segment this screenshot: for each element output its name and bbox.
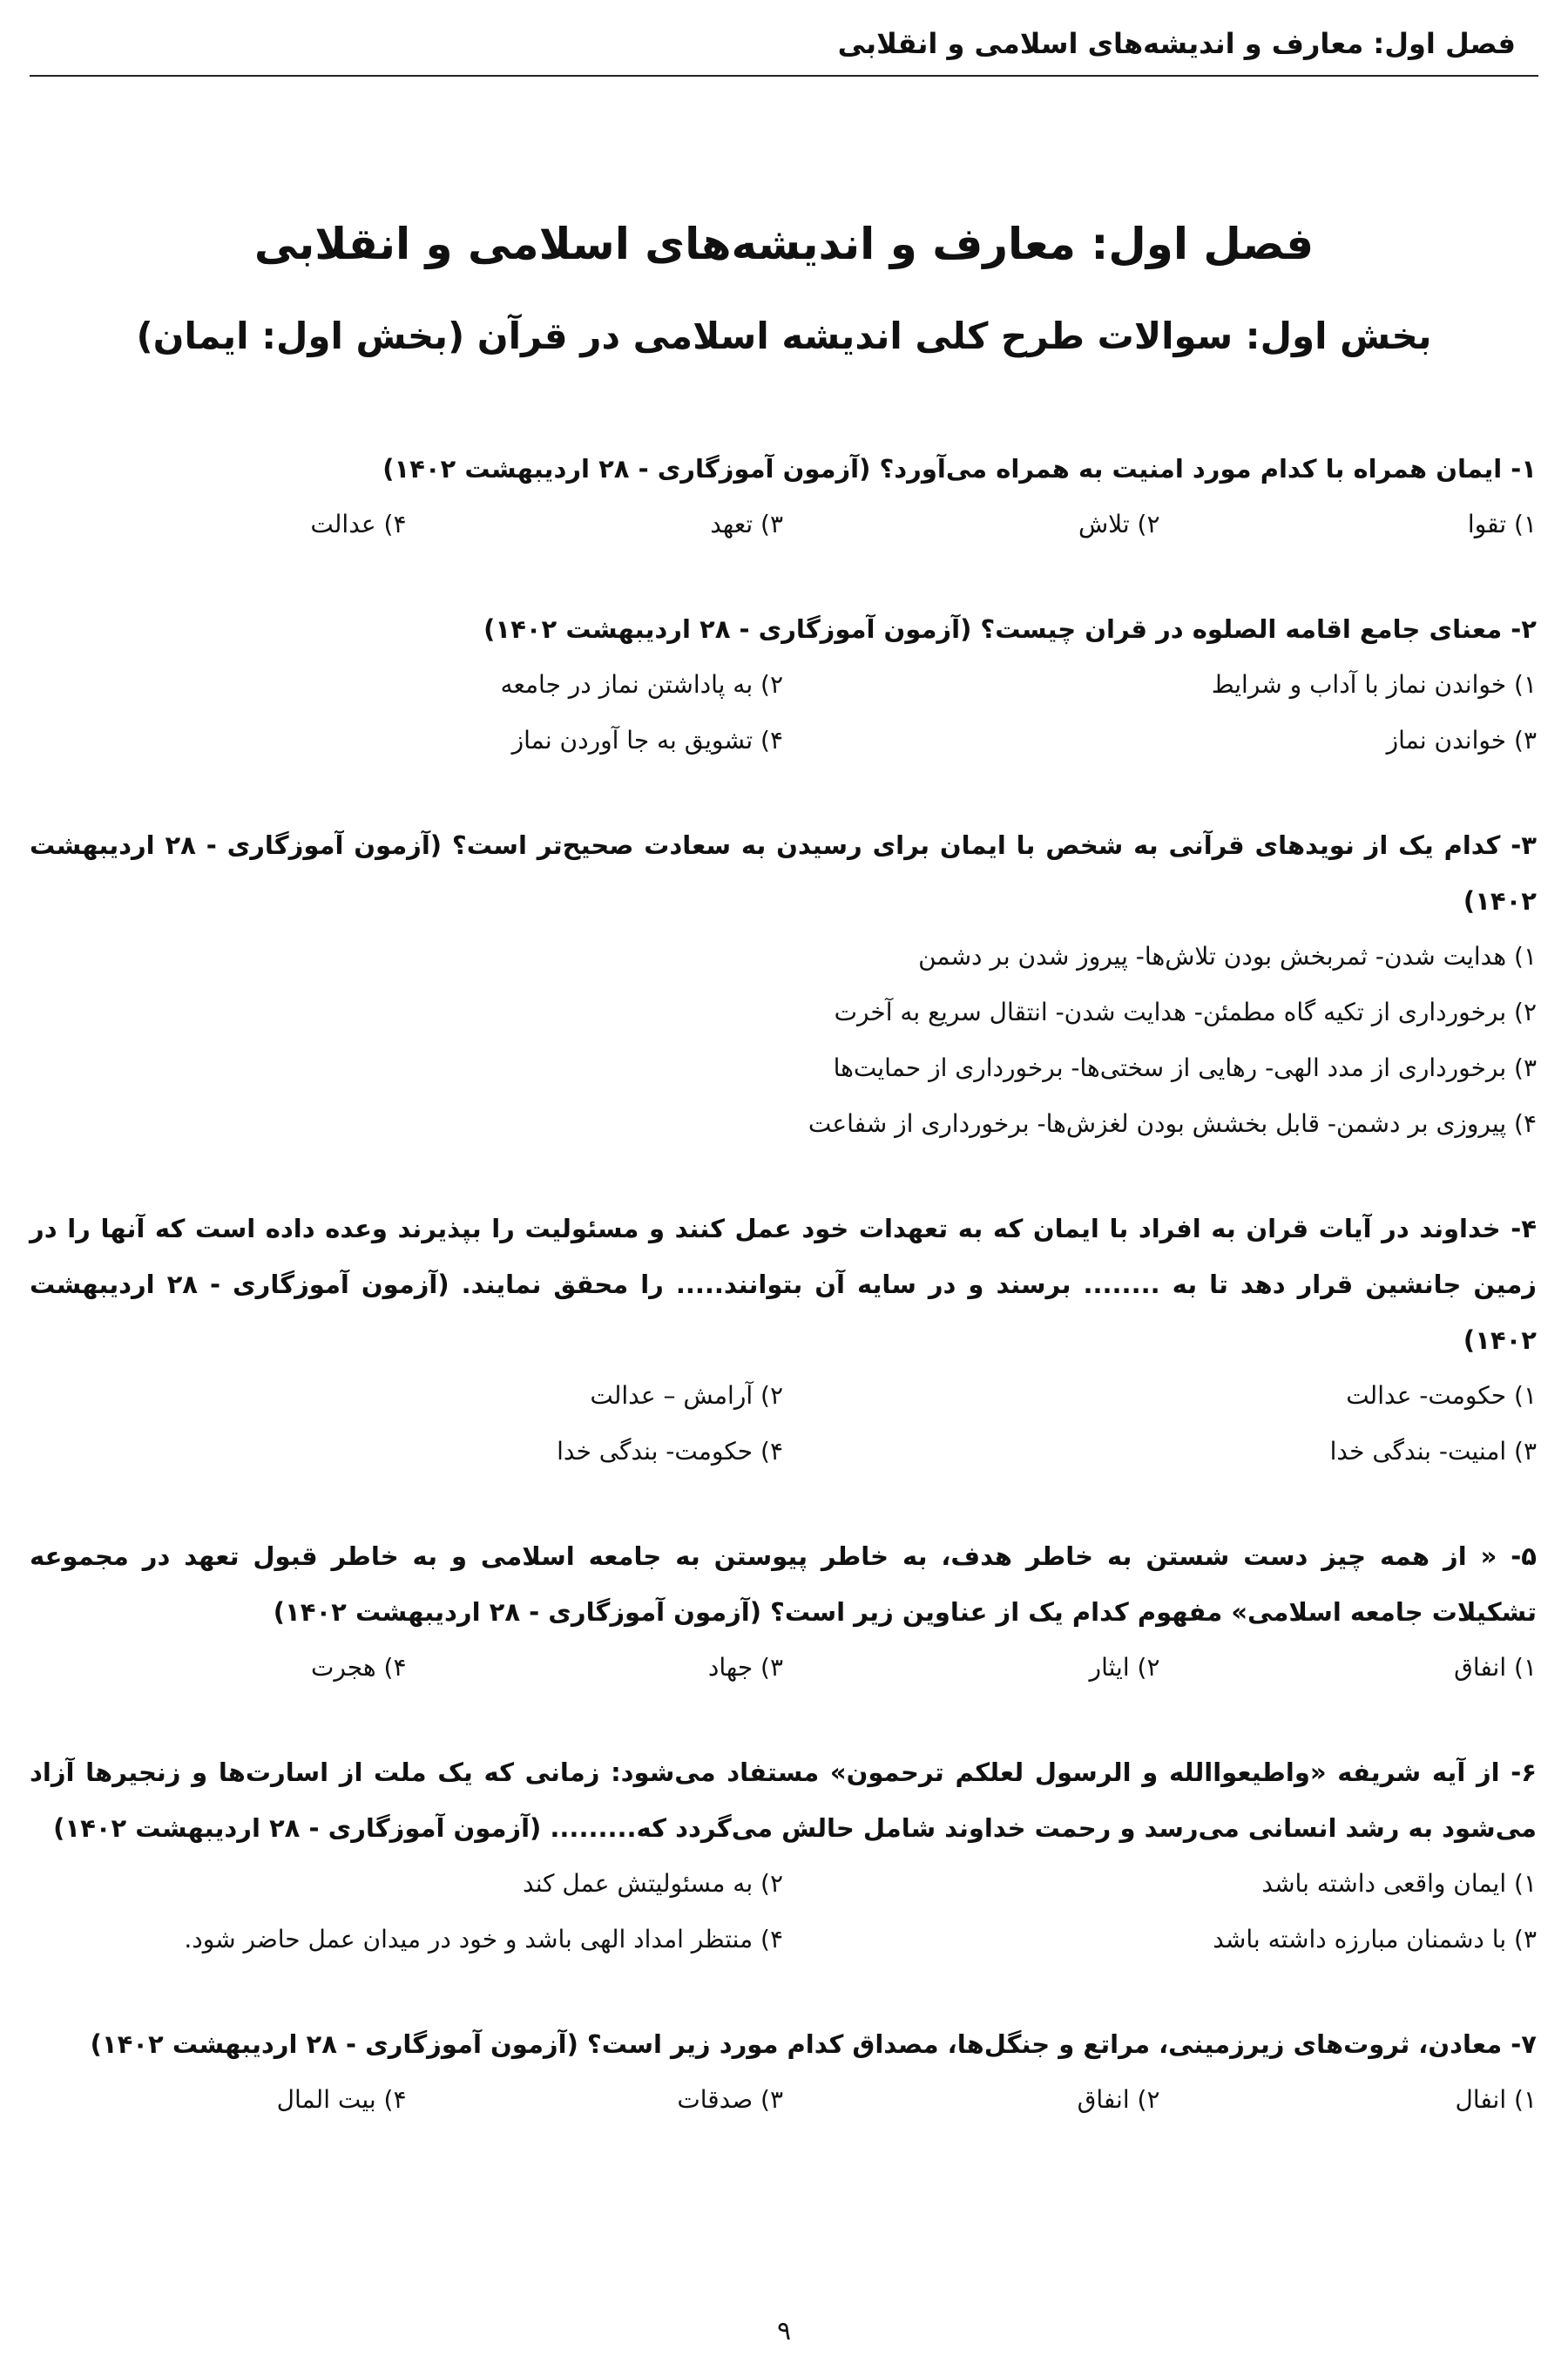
option-4: ۴) هجرت: [310, 1653, 407, 1682]
option-2: ۲) آرامش – عدالت: [590, 1381, 783, 1410]
section-title: بخش اول: سوالات طرح کلی اندیشه اسلامی در قرآن (بخش اول: ایمان): [136, 315, 1432, 357]
option-list: [30, 2072, 1537, 2128]
option-1: ۱) تقوا: [1467, 510, 1537, 538]
option-4: ۴) منتظر امداد الهی باشد و خود در میدان عمل حاضر شود.: [184, 1925, 783, 1954]
question-text: ۳- کدام یک از نویدهای قرآنی به شخص با ایمان برای رسیدن به سعادت صحیح‌تر است؟ (آزمون آموزگاری - ۲۸ اردیبهشت ۱۴۰۲): [30, 830, 1537, 916]
option-1: ۱) انفال: [1455, 2085, 1537, 2114]
option-3: ۳) امنیت- بندگی خدا: [1329, 1437, 1537, 1466]
option-4: ۴) تشویق به جا آوردن نماز: [511, 726, 783, 755]
option-4: ۴) حکومت- بندگی خدا: [557, 1437, 783, 1466]
option-2: ۲) به مسئولیتش عمل کند: [523, 1869, 783, 1898]
option-2: ۲) انفاق: [1077, 2085, 1160, 2114]
option-list: [30, 1368, 1537, 1480]
option-1: ۱) ایمان واقعی داشته باشد: [1261, 1869, 1537, 1898]
option-1: ۱) خواندن نماز با آداب و شرایط: [1211, 670, 1537, 699]
option-list: [30, 929, 1537, 1152]
option-3: ۳) برخورداری از مدد الهی- رهایی از سختی‌ها- برخورداری از حمایت‌ها: [833, 1053, 1537, 1082]
option-list: [30, 1640, 1537, 1696]
question-text: ۷- معادن، ثروت‌های زیرزمینی، مراتع و جنگل‌ها، مصداق کدام مورد زیر است؟ (آزمون آموزگاری - ۲۸ اردیبهشت ۱۴۰۲): [90, 2029, 1537, 2059]
option-list: [30, 657, 1537, 769]
question-text: ۶- از آیه شریفه «واطیعواالله و الرسول لعلکم ترحمون» مستفاد می‌شود: زمانی که یک ملت از اسارت‌ها و زنجیرها آزاد می‌شود به رشد انسانی می‌رسد و رحمت خداوند شامل حالش می‌گردد که......... (آزمون آموزگاری - ۲۸ اردیبهشت ۱۴۰۲): [30, 1757, 1537, 1843]
option-3: ۳) تعهد: [710, 510, 783, 538]
option-3: ۳) جهاد: [707, 1653, 783, 1682]
option-3: ۳) خواندن نماز: [1386, 726, 1537, 755]
chapter-title: فصل اول: معارف و اندیشه‌های اسلامی و انقلابی: [253, 219, 1315, 269]
option-2: ۲) برخورداری از تکیه گاه مطمئن- هدایت شدن- انتقال سریع به آخرت: [834, 998, 1537, 1026]
question-2: [30, 601, 1537, 769]
question-4: [30, 1201, 1537, 1480]
question-text: ۱- ایمان همراه با کدام مورد امنیت به همراه می‌آورد؟ (آزمون آموزگاری - ۲۸ اردیبهشت ۱۴۰۲): [382, 454, 1537, 484]
question-5: [30, 1528, 1537, 1696]
question-text: ۲- معنای جامع اقامه الصلوه در قران چیست؟ (آزمون آموزگاری - ۲۸ اردیبهشت ۱۴۰۲): [483, 614, 1537, 644]
option-1: ۱) انفاق: [1454, 1653, 1537, 1682]
option-2: ۲) به پاداشتن نماز در جامعه: [500, 670, 783, 699]
page-number: ۹: [776, 2316, 792, 2347]
option-4: ۴) پیروزی بر دشمن- قابل بخشش بودن لغزش‌ها- برخورداری از شفاعت: [808, 1109, 1537, 1138]
option-1: ۱) هدایت شدن- ثمربخش بودن تلاش‌ها- پیروز شدن بر دشمن: [918, 942, 1537, 971]
question-1: [30, 441, 1537, 552]
option-1: ۱) حکومت- عدالت: [1346, 1381, 1537, 1410]
option-4: ۴) عدالت: [310, 510, 407, 538]
running-header: فصل اول: معارف و اندیشه‌های اسلامی و انقلابی: [837, 27, 1516, 60]
question-3: [30, 817, 1537, 1152]
question-6: [30, 1744, 1537, 1967]
header-divider: [30, 75, 1538, 77]
question-7: [30, 2016, 1537, 2128]
option-list: [30, 497, 1537, 552]
option-list: [30, 1856, 1537, 1967]
question-text: ۴- خداوند در آیات قران به افراد با ایمان که به تعهدات خود عمل کنند و مسئولیت را بپذیرند وعده داده است که آنها را در زمین جانشین قرار دهد تا به ........ برسند و در سایه آن بتوانند..... را محقق نمایند. (آزمون آموزگاری - ۲۸ اردیبهشت ۱۴۰۲): [30, 1214, 1537, 1355]
option-4: ۴) بیت المال: [276, 2085, 407, 2114]
option-2: ۲) ایثار: [1089, 1653, 1160, 1682]
option-3: ۳) صدقات: [677, 2085, 783, 2114]
question-list: [30, 441, 1537, 2177]
option-3: ۳) با دشمنان مبارزه داشته باشد: [1213, 1925, 1537, 1954]
question-text: ۵- « از همه چیز دست شستن به خاطر هدف، به خاطر پیوستن به جامعه اسلامی و به خاطر قبول تعهد در مجموعه تشکیلات جامعه اسلامی» مفهوم کدام یک از عناوین زیر است؟ (آزمون آموزگاری - ۲۸ اردیبهشت ۱۴۰۲): [30, 1541, 1537, 1627]
option-2: ۲) تلاش: [1078, 510, 1160, 538]
